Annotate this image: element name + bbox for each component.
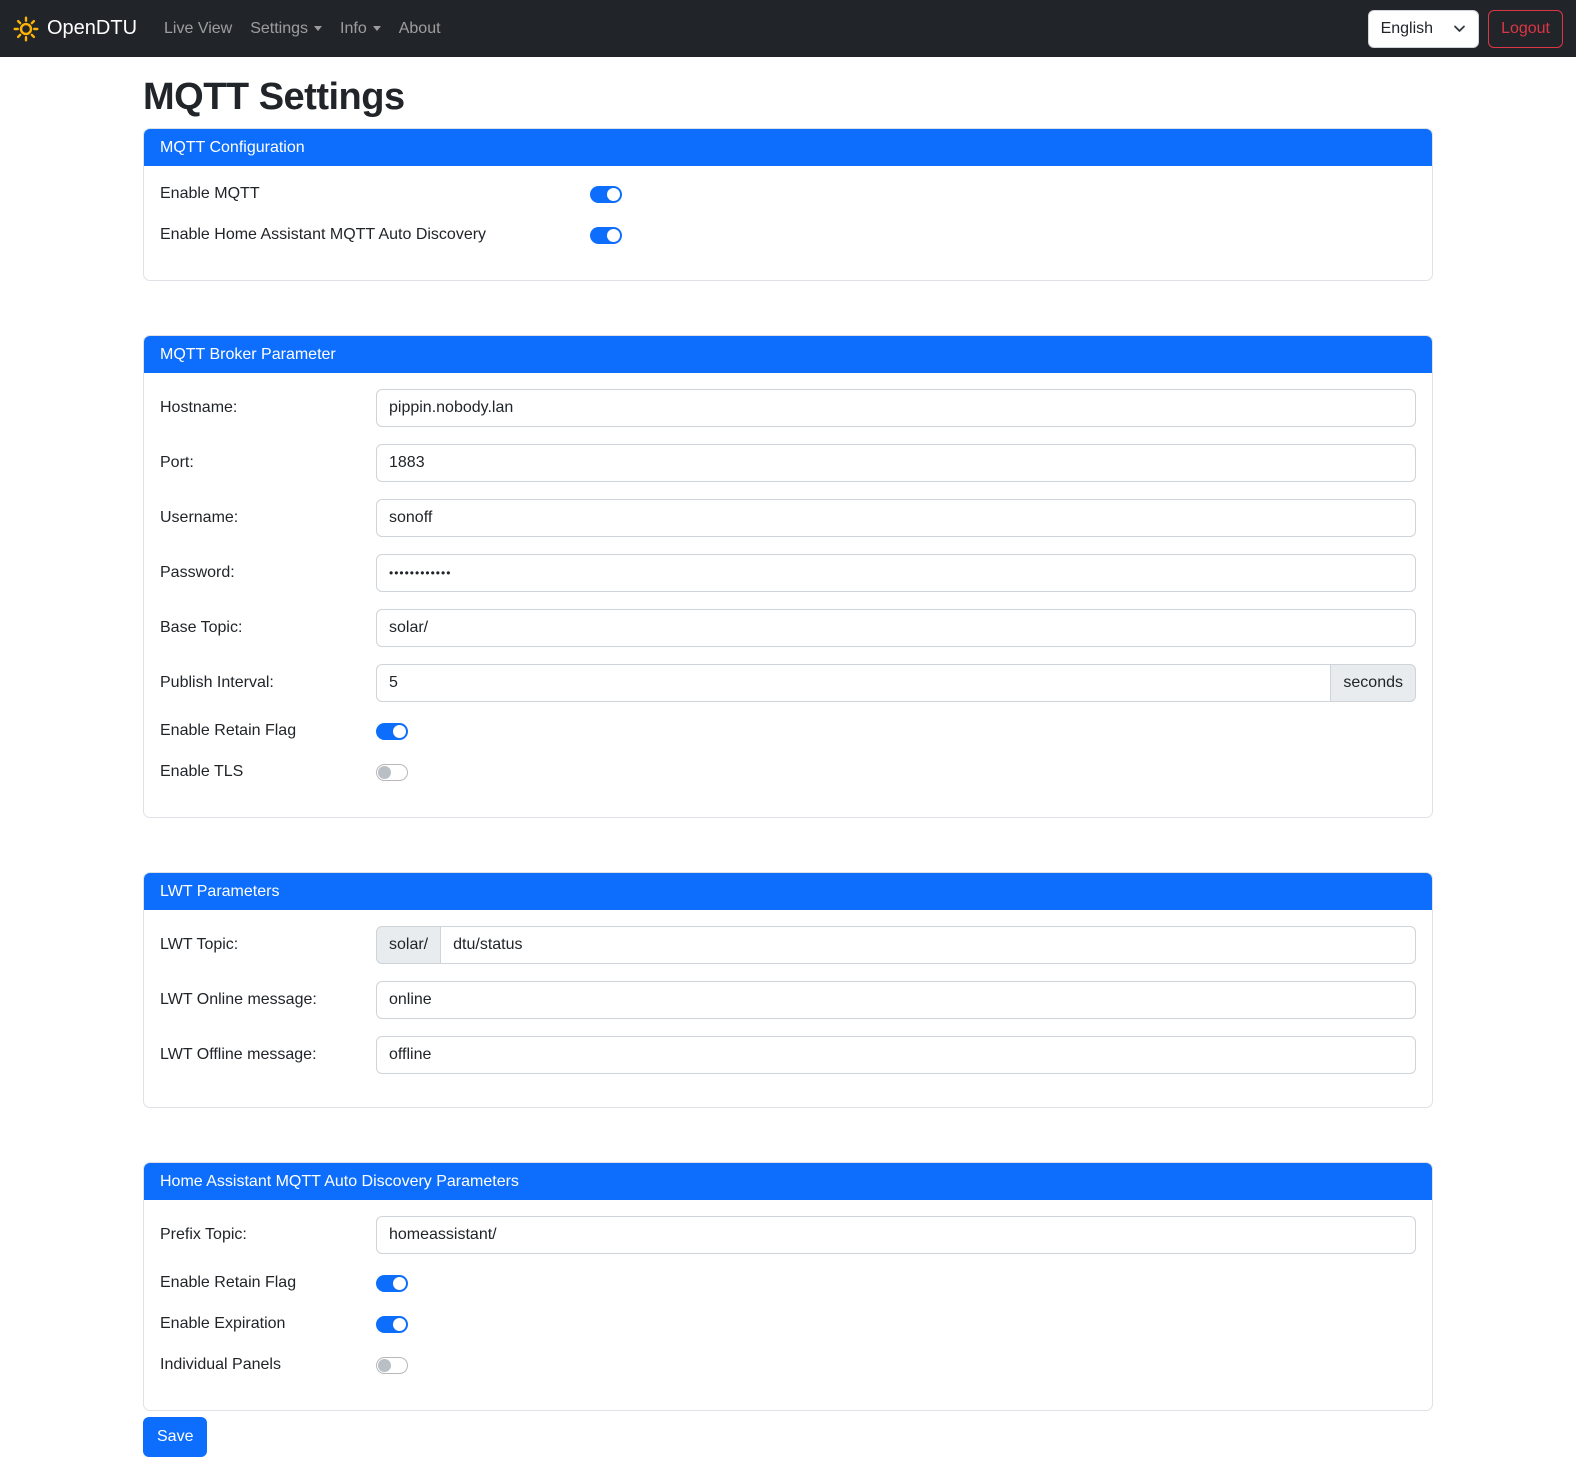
enable-mqtt-label: Enable MQTT bbox=[160, 185, 260, 202]
mqtt-broker-header: MQTT Broker Parameter bbox=[144, 336, 1432, 373]
main-container bbox=[143, 76, 1433, 1457]
hostname-label: Hostname: bbox=[160, 399, 238, 416]
publish-interval-control bbox=[376, 664, 1416, 702]
individual-panels-label: Individual Panels bbox=[160, 1356, 281, 1373]
enable-mqtt-row bbox=[160, 182, 1416, 206]
save-button[interactable]: Save bbox=[143, 1417, 207, 1457]
hass-discovery-body bbox=[144, 1200, 1432, 1410]
enable-tls-control bbox=[376, 764, 1416, 781]
brand-link[interactable] bbox=[13, 16, 137, 42]
username-input[interactable] bbox=[376, 499, 1416, 537]
enable-retain-flag-toggle[interactable] bbox=[376, 723, 408, 740]
hostname-row bbox=[160, 389, 1416, 427]
lwt-offline-row bbox=[160, 1036, 1416, 1074]
password-row bbox=[160, 554, 1416, 592]
prefix-topic-control bbox=[376, 1216, 1416, 1254]
lwt-offline-control bbox=[376, 1036, 1416, 1074]
username-control bbox=[376, 499, 1416, 537]
password-control bbox=[376, 554, 1416, 592]
enable-expiration-toggle[interactable] bbox=[376, 1316, 408, 1333]
individual-panels-toggle[interactable] bbox=[376, 1357, 408, 1374]
language-select-value: English bbox=[1380, 19, 1434, 37]
password-label: Password: bbox=[160, 564, 235, 581]
lwt-offline-input[interactable] bbox=[376, 1036, 1416, 1074]
nav-live-view[interactable] bbox=[155, 12, 241, 46]
logout-button[interactable]: Logout bbox=[1488, 10, 1563, 48]
enable-mqtt-toggle[interactable] bbox=[590, 186, 622, 203]
mqtt-configuration-card bbox=[143, 128, 1433, 281]
port-input[interactable] bbox=[376, 444, 1416, 482]
nav-settings-label: Settings bbox=[250, 19, 309, 37]
publish-interval-unit: seconds bbox=[1331, 664, 1416, 702]
lwt-parameters-header: LWT Parameters bbox=[144, 873, 1432, 910]
chevron-down-icon bbox=[1453, 22, 1466, 35]
enable-mqtt-control bbox=[590, 186, 1416, 203]
lwt-topic-prefix: solar/ bbox=[376, 926, 440, 964]
publish-interval-row bbox=[160, 664, 1416, 702]
enable-tls-label: Enable TLS bbox=[160, 763, 244, 780]
lwt-topic-label: LWT Topic: bbox=[160, 936, 239, 953]
prefix-topic-label: Prefix Topic: bbox=[160, 1226, 247, 1243]
username-label: Username: bbox=[160, 509, 239, 526]
enable-hass-discovery-toggle[interactable] bbox=[590, 227, 622, 244]
hass-discovery-card bbox=[143, 1162, 1433, 1411]
navbar bbox=[0, 0, 1576, 57]
nav-info-label: Info bbox=[340, 19, 367, 37]
navbar-left bbox=[13, 12, 450, 46]
enable-hass-discovery-control bbox=[590, 227, 1416, 244]
lwt-online-input[interactable] bbox=[376, 981, 1416, 1019]
port-control bbox=[376, 444, 1416, 482]
individual-panels-control bbox=[376, 1357, 1416, 1374]
enable-tls-row bbox=[160, 760, 1416, 784]
individual-panels-row bbox=[160, 1353, 1416, 1377]
lwt-online-label: LWT Online message: bbox=[160, 991, 317, 1008]
lwt-online-row bbox=[160, 981, 1416, 1019]
lwt-topic-input[interactable] bbox=[440, 926, 1416, 964]
enable-expiration-control bbox=[376, 1316, 1416, 1333]
enable-retain-flag-control bbox=[376, 723, 1416, 740]
base-topic-control bbox=[376, 609, 1416, 647]
base-topic-label: Base Topic: bbox=[160, 619, 243, 636]
nav-live-view-label: Live View bbox=[164, 19, 233, 37]
language-select[interactable] bbox=[1368, 10, 1479, 48]
mqtt-configuration-header: MQTT Configuration bbox=[144, 129, 1432, 166]
username-row bbox=[160, 499, 1416, 537]
publish-interval-label: Publish Interval: bbox=[160, 674, 274, 691]
nav-about[interactable] bbox=[390, 12, 450, 46]
enable-expiration-row bbox=[160, 1312, 1416, 1336]
hostname-control bbox=[376, 389, 1416, 427]
lwt-parameters-card bbox=[143, 872, 1433, 1108]
enable-hass-discovery-row bbox=[160, 223, 1416, 247]
lwt-offline-label: LWT Offline message: bbox=[160, 1046, 317, 1063]
prefix-topic-row bbox=[160, 1216, 1416, 1254]
enable-hass-discovery-label: Enable Home Assistant MQTT Auto Discovery bbox=[160, 226, 487, 243]
port-label: Port: bbox=[160, 454, 194, 471]
hass-retain-flag-label: Enable Retain Flag bbox=[160, 1274, 297, 1291]
page-title: MQTT Settings bbox=[143, 76, 405, 118]
hass-discovery-header: Home Assistant MQTT Auto Discovery Parameters bbox=[144, 1163, 1432, 1200]
brand-label: OpenDTU bbox=[47, 17, 138, 39]
chevron-down-icon bbox=[373, 26, 381, 31]
mqtt-configuration-body bbox=[144, 166, 1432, 280]
enable-retain-flag-label: Enable Retain Flag bbox=[160, 722, 297, 739]
mqtt-broker-body bbox=[144, 373, 1432, 817]
base-topic-input[interactable] bbox=[376, 609, 1416, 647]
port-row bbox=[160, 444, 1416, 482]
enable-retain-flag-row bbox=[160, 719, 1416, 743]
enable-expiration-label: Enable Expiration bbox=[160, 1315, 286, 1332]
navbar-right bbox=[1368, 10, 1563, 48]
sun-icon bbox=[13, 16, 39, 42]
lwt-topic-control bbox=[376, 926, 1416, 964]
base-topic-row bbox=[160, 609, 1416, 647]
hass-retain-flag-control bbox=[376, 1275, 1416, 1292]
mqtt-broker-card bbox=[143, 335, 1433, 818]
lwt-topic-row bbox=[160, 926, 1416, 964]
enable-tls-toggle[interactable] bbox=[376, 764, 408, 781]
nav-info[interactable] bbox=[331, 12, 390, 46]
nav-about-label: About bbox=[398, 19, 441, 37]
prefix-topic-input[interactable] bbox=[376, 1216, 1416, 1254]
lwt-parameters-body bbox=[144, 910, 1432, 1107]
chevron-down-icon bbox=[314, 26, 322, 31]
hass-retain-flag-toggle[interactable] bbox=[376, 1275, 408, 1292]
publish-interval-input[interactable] bbox=[376, 664, 1331, 702]
hass-retain-flag-row bbox=[160, 1271, 1416, 1295]
lwt-online-control bbox=[376, 981, 1416, 1019]
password-input[interactable] bbox=[376, 554, 1416, 592]
hostname-input[interactable] bbox=[376, 389, 1416, 427]
nav-settings[interactable] bbox=[241, 12, 331, 46]
